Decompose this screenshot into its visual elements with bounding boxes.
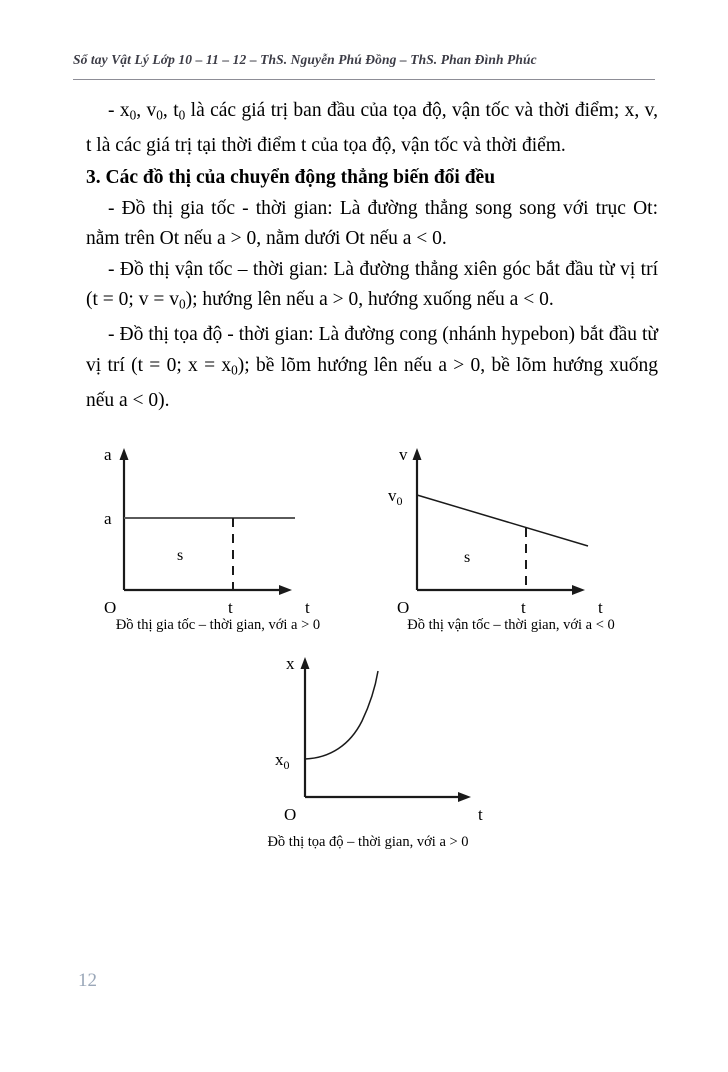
y-axis-arrow <box>301 657 310 669</box>
x-tick-label-t: t <box>228 598 233 617</box>
velocity-time-chart <box>376 440 662 640</box>
origin-label: O <box>284 805 297 824</box>
y-axis-arrow <box>413 448 422 460</box>
velocity-decreasing-line <box>417 495 588 546</box>
position-parabola-curve <box>305 671 378 759</box>
paragraph-acceleration-time-graph: - Đồ thị gia tốc - thời gian: Là đường thẳng song song với trục Ot: nằm trên Ot nếu a > 0, nằm dưới Ot nếu a < 0. <box>86 197 658 250</box>
x-axis-arrow <box>458 792 471 802</box>
x-tick-label-t: t <box>521 598 526 617</box>
origin-label: O <box>397 598 410 617</box>
section-heading-3: 3. Các đồ thị của chuyển động thẳng biến đổi đều <box>86 167 496 189</box>
y-tick-label-a: a <box>104 509 112 528</box>
y-axis-label: a <box>104 445 112 464</box>
figure-caption-acceleration-time: Đồ thị gia tốc – thời gian, với a > 0 <box>115 617 321 633</box>
origin-label: O <box>104 598 117 617</box>
figure-caption-velocity-time: Đồ thị vận tốc – thời gian, với a < 0 <box>407 617 615 633</box>
acceleration-time-chart <box>83 440 369 640</box>
paragraph-initial-values: - $x_0$, $v_0$, $t_0$ là các giá trị ban đầu của tọa độ, vận tốc và thời điểm; x, v, t là các giá trị tại thời điểm t của tọa độ, vận tốc và thời điểm. <box>86 100 659 156</box>
y-tick-label-v0: $v_0$ <box>388 486 403 508</box>
y-axis-label: x <box>286 654 295 673</box>
x-axis-label: t <box>598 598 603 617</box>
header-divider <box>73 79 655 80</box>
paragraph-position-time-graph: - Đồ thị tọa độ - thời gian: Là đường cong (nhánh hypebon) bắt đầu từ vị trí (t = 0; $x = x_0$); bề lõm hướng lên nếu a > 0, bề lõm hướng xuống nếu a < 0). <box>86 324 658 411</box>
paragraph-velocity-time-graph: - Đồ thị vận tốc – thời gian: Là đường thẳng xiên góc bắt đầu từ vị trí (t = 0; $v = v_0$); hướng lên nếu a > 0, hướng xuống nếu a < 0. <box>86 258 658 312</box>
figure-caption-position-time: Đồ thị tọa độ – thời gian, với a > 0 <box>267 834 469 850</box>
body-content <box>86 96 658 416</box>
running-header-title: Sổ tay Vật Lý Lớp 10 – 11 – 12 – ThS. Nguyễn Phú Đồng – ThS. Phan Đình Phúc <box>73 52 537 67</box>
running-header <box>73 52 655 68</box>
area-label-s: s <box>464 549 471 566</box>
figure-acceleration-time <box>83 440 369 640</box>
figures-container <box>73 440 655 824</box>
x-axis-arrow <box>572 585 585 595</box>
x-axis-label: t <box>305 598 310 617</box>
area-label-s: s <box>177 547 184 564</box>
x-axis-label: t <box>478 805 483 824</box>
position-time-chart <box>242 645 542 825</box>
figure-position-time <box>242 645 542 860</box>
y-axis-label: v <box>399 445 408 464</box>
x-axis-arrow <box>279 585 292 595</box>
figure-velocity-time <box>376 440 662 640</box>
y-axis-arrow <box>120 448 129 460</box>
page-number: 12 <box>78 970 97 991</box>
y-tick-label-x0: $x_0$ <box>275 750 290 772</box>
